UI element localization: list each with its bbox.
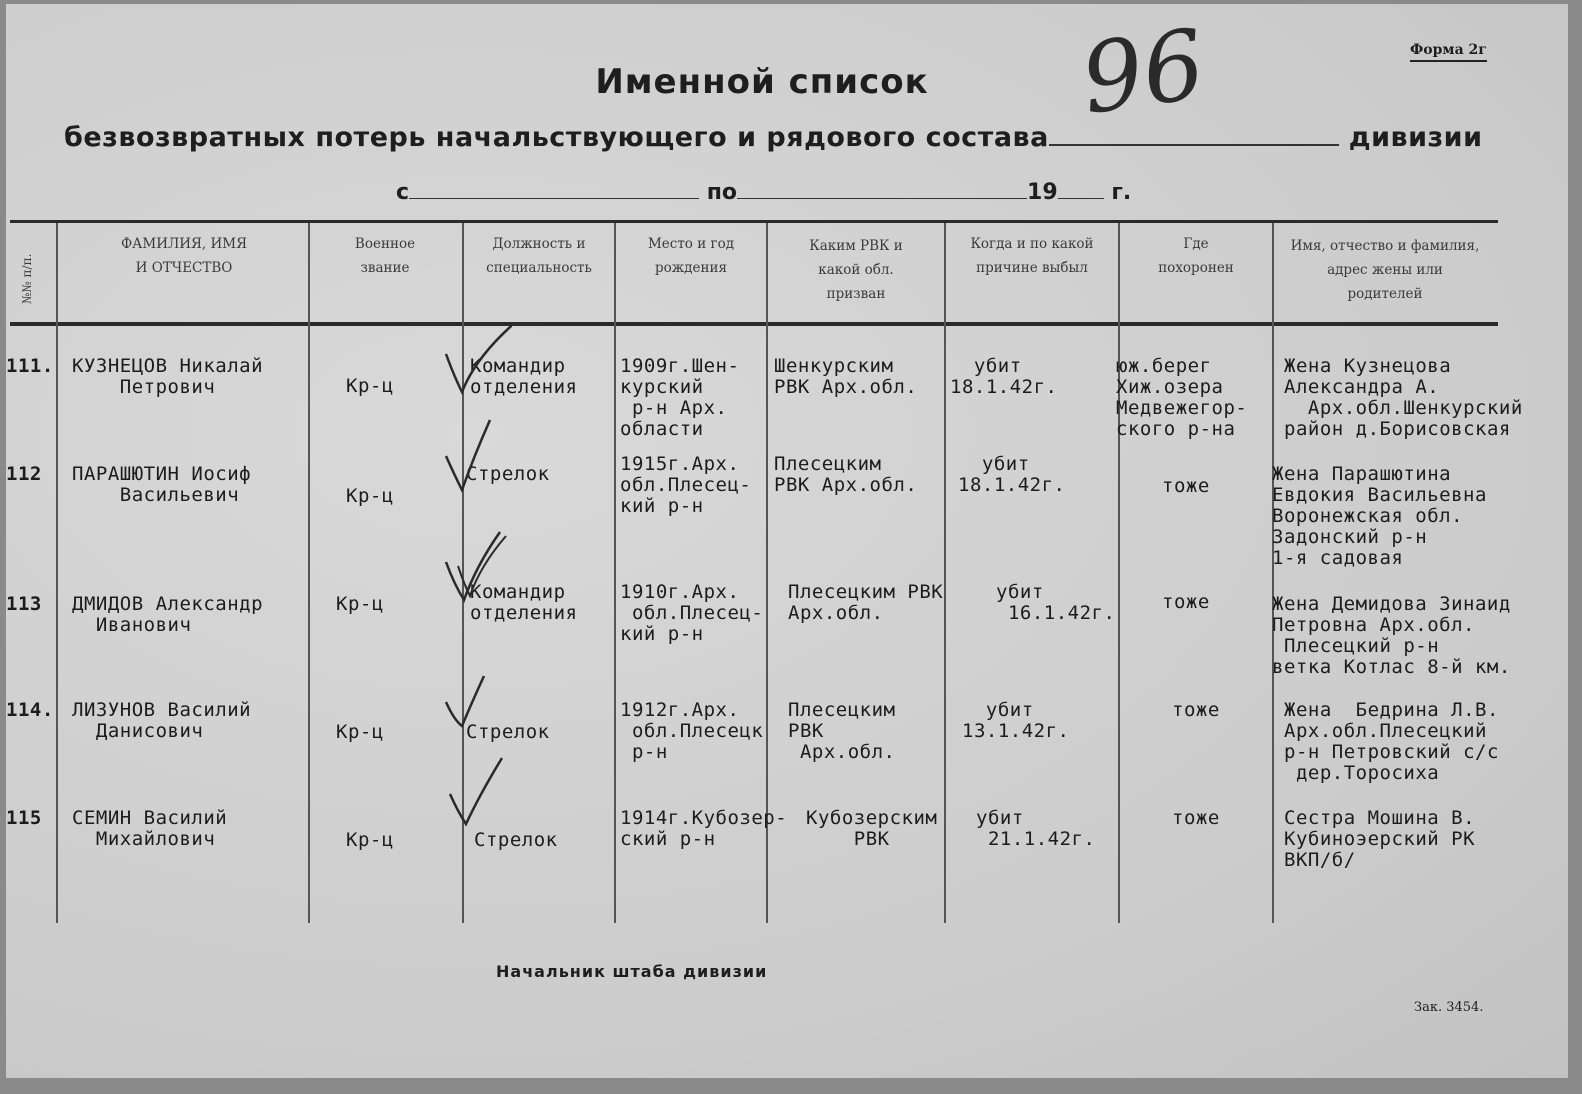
year-label: 19 (1027, 180, 1058, 205)
row-relatives: Жена Бедрина Л.В. Арх.обл.Плесецкий р-н Петровский с/с дер.Торосиха (1284, 699, 1499, 784)
form-number: Форма 2г (1410, 42, 1487, 62)
row-position: Стрелок (466, 463, 550, 485)
checkmark-icon (446, 754, 516, 834)
header-position: Должность и специальность (486, 236, 592, 276)
row-buried: тоже (1172, 699, 1220, 721)
row-when: убит 18.1.42г. (958, 453, 1066, 496)
row-name: КУЗНЕЦОВ Никалай Петрович (72, 355, 264, 398)
date-from-label: с (396, 180, 410, 205)
handwritten-number: 96 (1074, 8, 1212, 136)
row-rank: Кр-ц (346, 485, 394, 507)
row-buried: тоже (1162, 591, 1210, 613)
row-when: убит 13.1.42г. (962, 699, 1070, 742)
date-from-blank (409, 182, 699, 199)
row-position: Стрелок (466, 721, 550, 743)
date-to-blank (737, 182, 1027, 199)
division-blank (1049, 122, 1339, 146)
row-birth: 1910г.Арх. обл.Плесец- кий р-н (620, 581, 764, 645)
row-rvk: Плесецким РВК Арх.обл. (788, 581, 944, 624)
print-order-number: Зак. 3454. (1414, 1000, 1484, 1015)
column-divider (56, 223, 58, 923)
row-relatives: Сестра Мошина В. Кубиноэерский РК ВКП/б/ (1284, 807, 1476, 871)
row-when: убит 16.1.42г. (996, 581, 1116, 624)
row-birth: 1912г.Арх. обл.Плесецк р-н (620, 699, 764, 763)
document-sheet (6, 4, 1568, 1078)
row-when: убит 21.1.42г. (976, 807, 1096, 850)
row-when: убит 18.1.42г. (950, 355, 1058, 398)
row-rank: Кр-ц (336, 721, 384, 743)
row-rvk: Плесецким РВК Арх.обл. (788, 699, 896, 763)
row-rank: Кр-ц (346, 375, 394, 397)
row-name: СЕМИН Василий Михайлович (72, 807, 228, 850)
document-title: Именной список (595, 62, 929, 102)
header-number: №№ п/п. (20, 253, 34, 304)
table-top-rule (10, 220, 1498, 223)
row-position: Стрелок (474, 829, 558, 851)
row-number: 113 (6, 593, 42, 615)
document-subtitle (64, 122, 1483, 153)
row-relatives: Жена Парашютина Евдокия Васильевна Воронежская обл. Задонский р-н 1-я садовая (1272, 463, 1487, 569)
header-birth: Место и год рождения (647, 236, 735, 276)
header-rank: Военное звание (354, 236, 416, 276)
checkmark-icon (442, 316, 512, 396)
row-position: Командир отделения (470, 581, 578, 624)
column-divider (1118, 223, 1120, 923)
header-name: ФАМИЛИЯ, ИМЯ И ОТЧЕСТВО (120, 236, 248, 276)
header-when: Когда и по какой причине выбыл (970, 236, 1094, 276)
header-rvk: Каким РВК и какой обл. призван (809, 238, 903, 302)
row-position: Командир отделения (470, 355, 578, 398)
row-rank: Кр-ц (346, 829, 394, 851)
row-name: ДМИДОВ Александр Иванович (72, 593, 264, 636)
row-number: 111. (6, 355, 54, 377)
row-number: 115 (6, 807, 42, 829)
row-name: ЛИЗУНОВ Василий Данисович (72, 699, 252, 742)
row-rvk: Кубозерским РВК (806, 807, 938, 850)
row-buried: тоже (1172, 807, 1220, 829)
row-name: ПАРАШЮТИН Иосиф Васильевич (72, 463, 252, 506)
row-relatives: Жена Демидова Зинаид Петровна Арх.обл. Плесецкий р-н ветка Котлас 8-й км. (1272, 593, 1511, 678)
row-number: 112 (6, 463, 42, 485)
column-divider (1272, 223, 1274, 923)
date-range-line (396, 180, 1131, 205)
table-header-rule (10, 322, 1498, 326)
row-rank: Кр-ц (336, 593, 384, 615)
header-relatives: Имя, отчество и фамилия, адрес жены или родителей (1290, 238, 1480, 302)
checkmark-icon (442, 416, 512, 496)
row-birth: 1914г.Кубозер- ский р-н (620, 807, 788, 850)
column-divider (308, 223, 310, 923)
subtitle-text: безвозвратных потерь начальствующего и рядового состава (64, 122, 1049, 153)
column-divider (614, 223, 616, 923)
row-number: 114. (6, 699, 54, 721)
column-divider (944, 223, 946, 923)
year-blank (1058, 182, 1104, 199)
row-birth: 1915г.Арх. обл.Плесец- кий р-н (620, 453, 752, 517)
row-buried: юж.берег Хиж.озера Медвежегор- ского р-на (1116, 355, 1248, 440)
date-to-label: по (706, 180, 738, 205)
row-buried: тоже (1162, 475, 1210, 497)
chief-of-staff-signature-line: Начальник штаба дивизии (496, 962, 768, 981)
row-rvk: Шенкурским РВК Арх.обл. (774, 355, 918, 398)
subtitle-division: дивизии (1348, 122, 1483, 153)
checkmark-icon (442, 526, 512, 606)
year-suffix: г. (1111, 180, 1132, 205)
row-birth: 1909г.Шен- курский р-н Арх. области (620, 355, 740, 440)
row-rvk: Плесецким РВК Арх.обл. (774, 453, 918, 496)
header-buried: Где похоронен (1158, 236, 1234, 276)
row-relatives: Жена Кузнецова Александра А. Арх.обл.Шенкурский район д.Борисовская (1284, 355, 1523, 440)
checkmark-icon (442, 672, 512, 752)
